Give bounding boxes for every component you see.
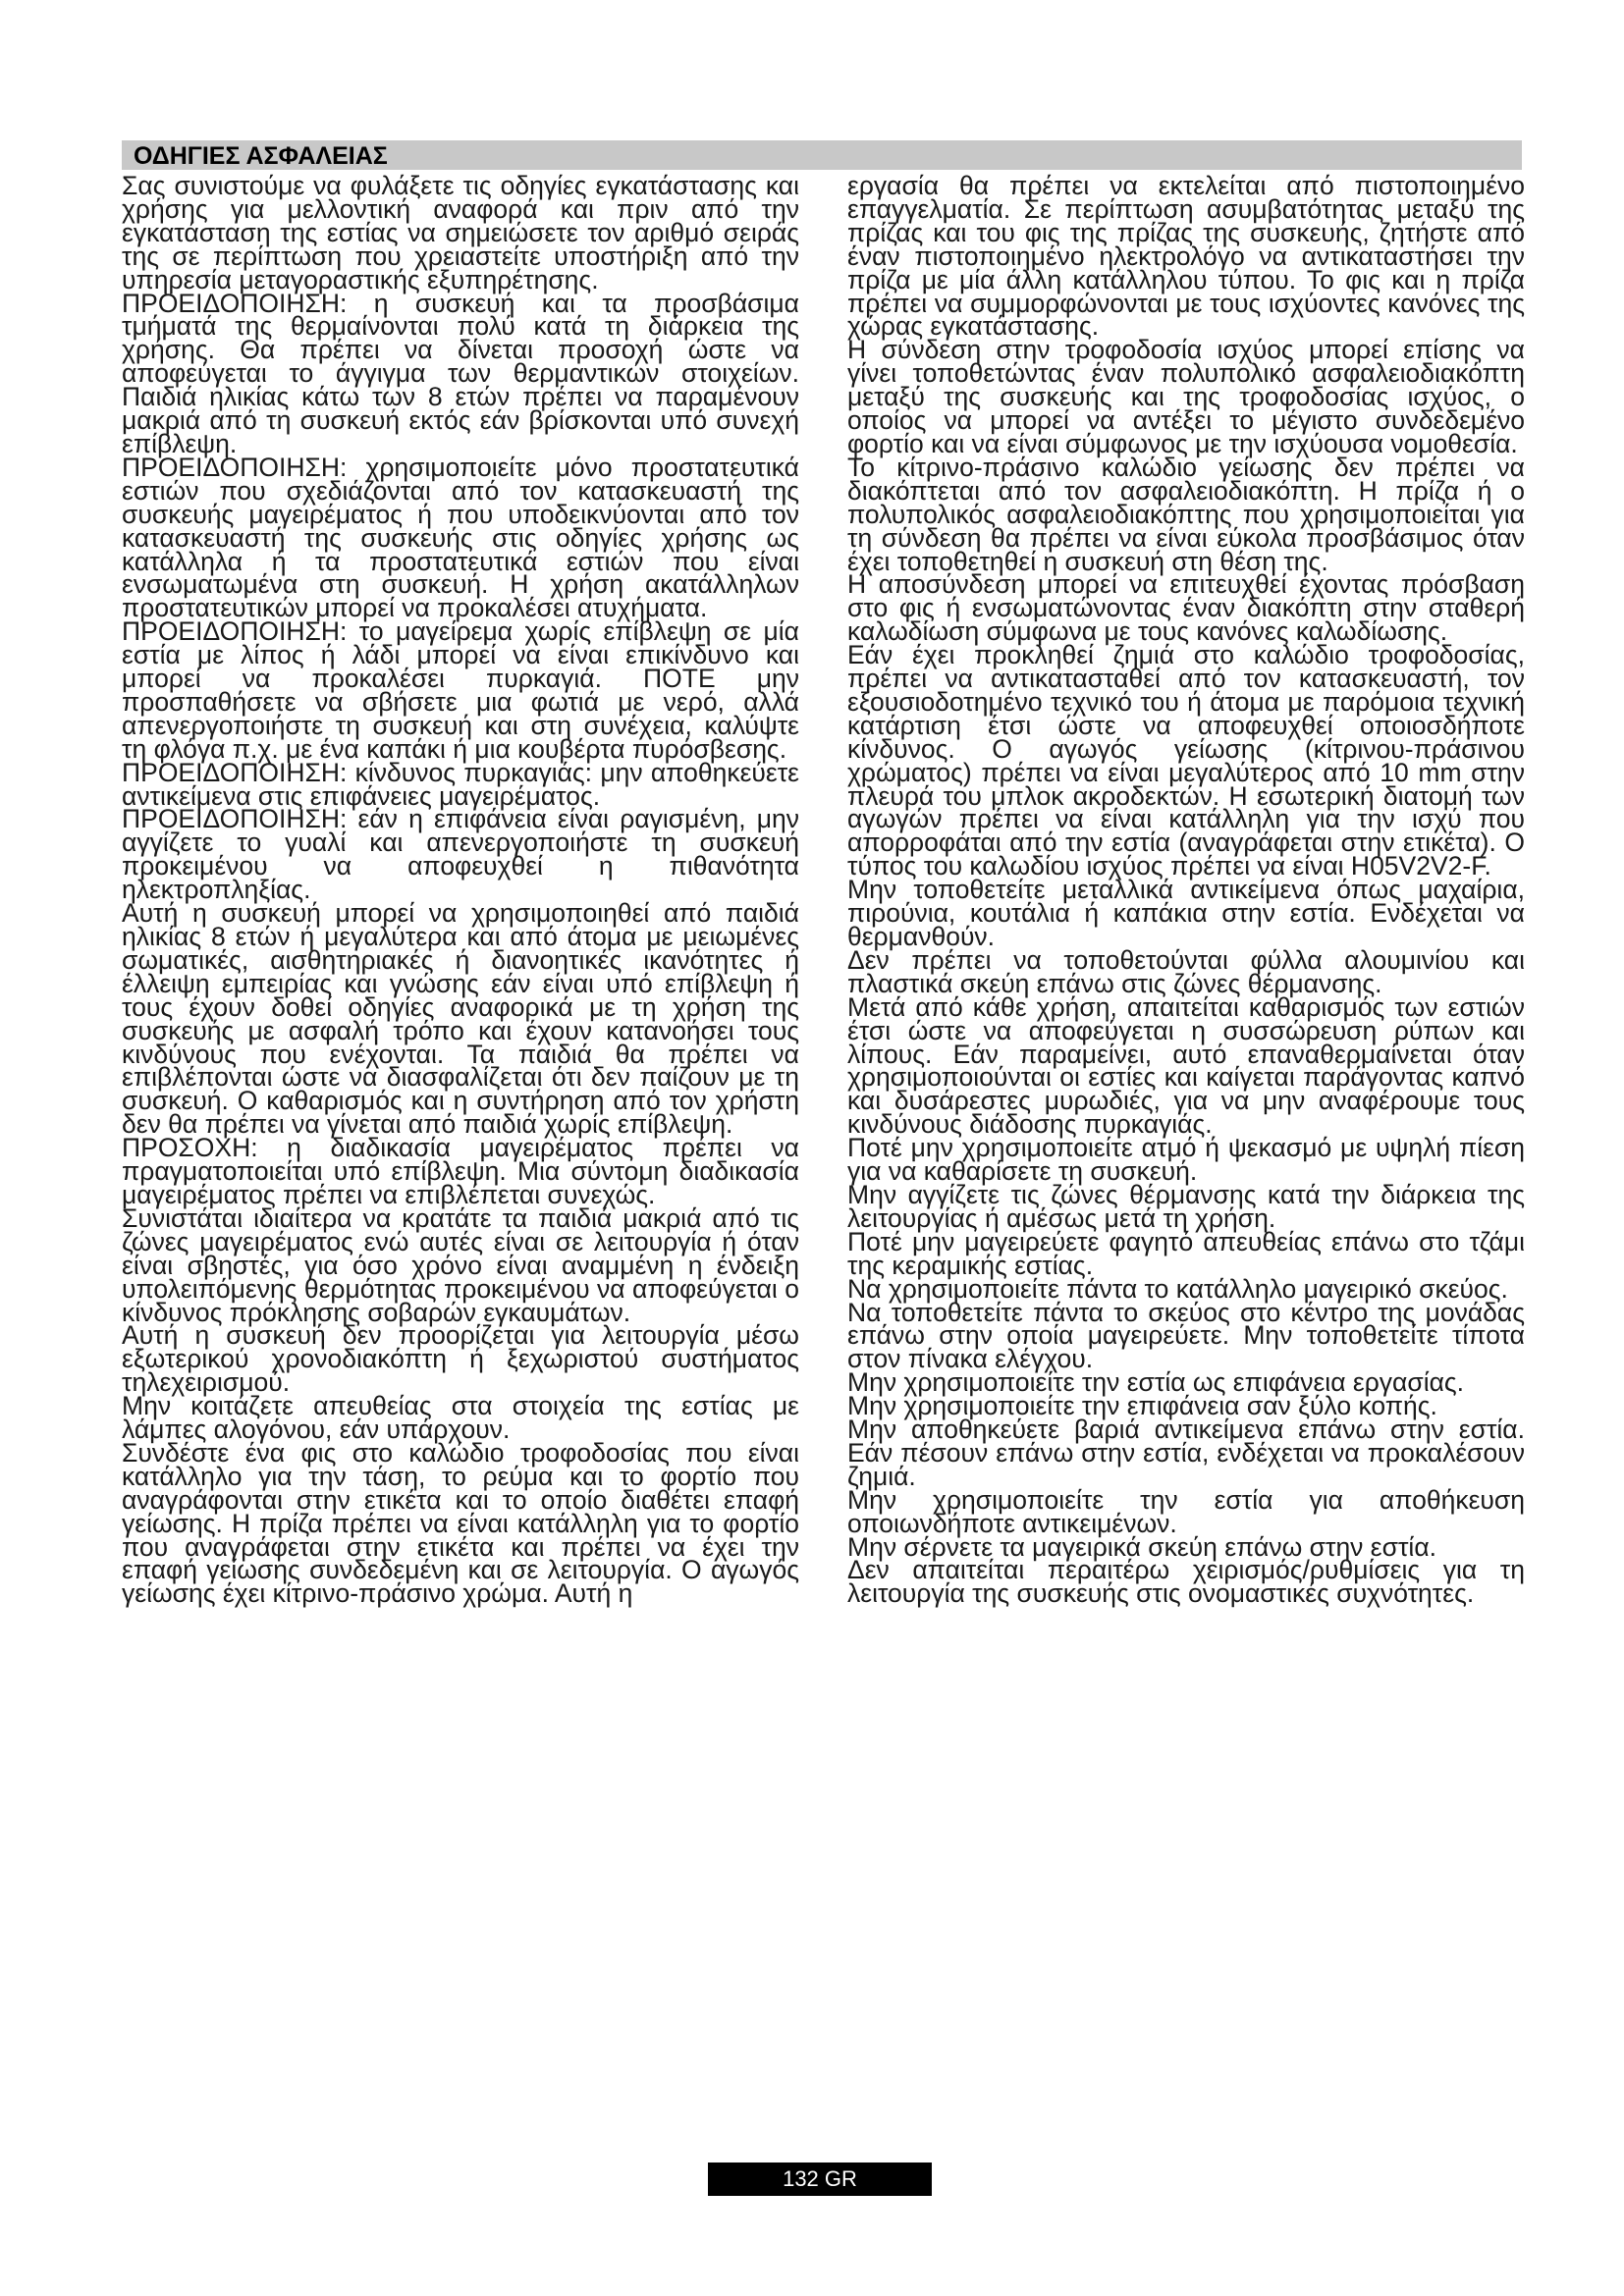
instruction-paragraph: Αυτή η συσκευή δεν προορίζεται για λειτουργία μέσω εξωτερικού χρονοδιακόπτη ή ξεχωριστού συστήματος τηλεχειρισμού. [122, 1320, 799, 1398]
instruction-paragraph: Μην χρησιμοποιείτε την επιφάνεια σαν ξύλο κοπής. [847, 1391, 1437, 1421]
section-header-bar [122, 140, 1522, 170]
instruction-paragraph: ΠΡΟΕΙΔΟΠΟΙΗΣΗ: κίνδυνος πυρκαγιάς: μην αποθηκεύετε αντικείμενα στις επιφάνειες μαγειρέματος. [122, 757, 799, 811]
instruction-paragraph: Μην χρησιμοποιείτε την εστία ως επιφάνεια εργασίας. [847, 1367, 1465, 1398]
instruction-paragraph: ΠΡΟΣΟΧΗ: η διαδικασία μαγειρέματος πρέπει να πραγματοποιείται υπό επίβλεψη. Μια σύντομη διαδικασία μαγειρέματος πρέπει να επιβλέπεται συνεχώς. [122, 1133, 799, 1209]
instruction-paragraph: Μην τοποθετείτε μεταλλικά αντικείμενα όπως μαχαίρια, πιρούνια, κουτάλια ή καπάκια στην εστία. Ενδέχεται να θερμανθούν. [847, 875, 1525, 951]
instruction-paragraph: Συνιστάται ιδιαίτερα να κρατάτε τα παιδιά μακριά από τις ζώνες μαγειρέματος ενώ αυτές είναι σε λειτουργία ή όταν είναι σβηστές, για όσο χρόνο είναι αναμμένη η ένδειξη υπολειπόμενης θερμότητας προκειμένου να αποφεύγεται ο κίνδυνος πρόκλησης σοβαρών εγκαυμάτων. [122, 1202, 799, 1327]
instruction-paragraph: Ποτέ μην χρησιμοποιείτε ατμό ή ψεκασμό με υψηλή πίεση για να καθαρίσετε τη συσκευή. [847, 1133, 1525, 1187]
instruction-paragraph: ΠΡΟΕΙΔΟΠΟΙΗΣΗ: η συσκευή και τα προσβάσιμα τμήματά της θερμαίνονται πολύ κατά τη διάρκεια της χρήσης. Θα πρέπει να δίνεται προσοχή ώστε να αποφεύγεται το άγγιγμα των θερμαντικών στοιχείων. Παιδιά ηλικίας κάτω των 8 ετών πρέπει να παραμένουν μακριά από τη συσκευή εκτός εάν βρίσκονται υπό συνεχή επίβλεψη. [122, 288, 799, 458]
instruction-paragraph: Να χρησιμοποιείτε πάντα το κατάλληλο μαγειρικό σκεύος. [847, 1273, 1508, 1304]
instruction-paragraph: Η αποσύνδεση μπορεί να επιτευχθεί έχοντας πρόσβαση στο φις ή ενσωματώνοντας έναν διακόπτη στην σταθερή καλωδίωση σύμφωνα με τους κανόνες καλωδίωσης. [847, 569, 1525, 647]
page-number: 132 GR [708, 2163, 932, 2196]
instruction-paragraph: Μετά από κάθε χρήση, απαιτείται καθαρισμός των εστιών έτσι ώστε να αποφεύγεται η συσσώρευση ρύπων και λίπους. Εάν παραμείνει, αυτό επαναθερμαίνεται όταν χρησιμοποιούνται οι εστίες και καίγεται παράγοντας καπνό και δυσάρεστες μυρωδιές, για να μην αναφέρουμε τους κινδύνους διάδοσης πυρκαγιάς. [847, 991, 1525, 1140]
instruction-paragraph: Μην αποθηκεύετε βαριά αντικείμενα επάνω στην εστία. Εάν πέσουν επάνω στην εστία, ενδέχεται να προκαλέσουν ζημιά. [847, 1415, 1525, 1491]
instruction-paragraph: ΠΡΟΕΙΔΟΠΟΙΗΣΗ: εάν η επιφάνεια είναι ραγισμένη, μην αγγίζετε το γυαλί και απενεργοποιήστε τη συσκευή προκειμένου να αποφευχθεί η πιθανότητα ηλεκτροπληξίας. [122, 804, 799, 905]
instruction-paragraph: Μην αγγίζετε τις ζώνες θέρμανσης κατά την διάρκεια της λειτουργίας ή αμέσως μετά τη χρήση. [847, 1179, 1525, 1233]
instruction-paragraph: ΠΡΟΕΙΔΟΠΟΙΗΣΗ: το μαγείρεμα χωρίς επίβλεψη σε μία εστία με λίπος ή λάδι μπορεί να είναι επικίνδυνο και μπορεί να προκαλέσει πυρκαγιά. ΠΟΤΕ μην προσπαθήσετε να σβήσετε μια φωτιά με νερό, αλλά απενεργοποιήστε τη συσκευή και στη συνέχεια, καλύψτε τη φλόγα π.χ. με ένα καπάκι ή μια κουβέρτα πυρόσβεσης. [122, 616, 799, 764]
left-text-column [122, 171, 799, 1609]
instruction-paragraph: Η σύνδεση στην τροφοδοσία ισχύος μπορεί επίσης να γίνει τοποθετώντας έναν πολυπολικό ασφαλειοδιακόπτη μεταξύ της συσκευής και της τροφοδοσίας ισχύος, ο οποίος να μπορεί να αντέξει το μέγιστο συνδεδεμένο φορτίο και να είναι σύμφωνος με την ισχύουσα νομοθεσία. [847, 335, 1525, 458]
instruction-paragraph: Ποτέ μην μαγειρεύετε φαγητό απευθείας επάνω στο τζάμι της κεραμικής εστίας. [847, 1226, 1525, 1280]
instruction-paragraph: Συνδέστε ένα φις στο καλώδιο τροφοδοσίας που είναι κατάλληλο για την τάση, το ρεύμα και το φορτίο που αναγράφονται στην ετικέτα και το οποίο διαθέτει επαφή γείωσης. Η πρίζα πρέπει να είναι κατάλληλη για το φορτίο που αναγράφεται στην ετικέτα και πρέπει να έχει την επαφή γείωσης συνδεδεμένη και σε λειτουργία. Ο αγωγός γείωσης έχει κίτρινο-πράσινο χρώμα. Αυτή η [122, 1437, 799, 1609]
instruction-paragraph: Μην χρησιμοποιείτε την εστία για αποθήκευση οποιωνδήποτε αντικειμένων. [847, 1484, 1525, 1538]
instruction-paragraph: Σας συνιστούμε να φυλάξετε τις οδηγίες εγκατάστασης και χρήσης για μελλοντική αναφορά και πριν από την εγκατάσταση της εστίας να σημειώσετε τον αριθμό σειράς της σε περίπτωση που χρειαστείτε υποστήριξη από την υπηρεσία μεταγοραστικής εξυπηρέτησης. [122, 171, 799, 294]
instruction-paragraph: Δεν απαιτείται περαιτέρω χειρισμός/ρυθμίσεις για τη λειτουργία της συσκευής στις ονομαστικές συχνότητες. [847, 1555, 1525, 1609]
right-text-column [847, 171, 1525, 1609]
section-title: ΟΔΗΓΙΕΣ ΑΣΦΑΛΕΙΑΣ [134, 142, 388, 170]
instruction-paragraph: Αυτή η συσκευή μπορεί να χρησιμοποιηθεί από παιδιά ηλικίας 8 ετών ή μεγαλύτερα και από άτομα με μειωμένες σωματικές, αισθητηριακές ή διανοητικές ικανότητες ή έλλειψη εμπειρίας και γνώσης εάν είναι υπό επίβλεψη ή τους έχουν δοθεί οδηγίες αναφορικά με τη χρήση της συσκευής με ασφαλή τρόπο και έχουν κατανοήσει τους κινδύνους που ενέχονται. Τα παιδιά θα πρέπει να επιβλέπονται ώστε να διασφαλίζεται ότι δεν παίζουν με τη συσκευή. Ο καθαρισμός και η συντήρηση από τον χρήστη δεν θα πρέπει να γίνεται από παιδιά χωρίς επίβλεψη. [122, 898, 799, 1140]
instruction-paragraph: Εάν έχει προκληθεί ζημιά στο καλώδιο τροφοδοσίας, πρέπει να αντικατασταθεί από τον κατασκευαστή, τον εξουσιοδοτημένο τεχνικό του ή άτομα με παρόμοια τεχνική κατάρτιση έτσι ώστε να αποφευχθεί οποιοσδήποτε κίνδυνος. Ο αγωγός γείωσης (κίτρινου-πράσινου χρώματος) πρέπει να είναι μεγαλύτερος από 10 mm στην πλευρά του μπλοκ ακροδεκτών. Η εσωτερική διατομή των αγωγών πρέπει να είναι κατάλληλη για την ισχύ που απορροφάται από την εστία (αναγράφεται στην ετικέτα). Ο τύπος του καλωδίου ισχύος πρέπει να είναι H05V2V2-F. [847, 640, 1525, 881]
instruction-paragraph: Μην κοιτάζετε απευθείας στα στοιχεία της εστίας με λάμπες αλογόνου, εάν υπάρχουν. [122, 1391, 799, 1445]
instruction-paragraph: εργασία θα πρέπει να εκτελείται από πιστοποιημένο επαγγελματία. Σε περίπτωση ασυμβατότητας μεταξύ της πρίζας και του φις της πρίζας της συσκευής, ζητήστε από έναν πιστοποιημένο ηλεκτρολόγο να αντικαταστήσει την πρίζα με μία άλλη κατάλληλου τύπου. Το φις και η πρίζα πρέπει να συμμορφώνονται με τους ισχύοντες κανόνες της χώρας εγκατάστασης. [847, 171, 1525, 342]
instruction-paragraph: Να τοποθετείτε πάντα το σκεύος στο κέντρο της μονάδας επάνω στην οποία μαγειρεύετε. Μην τοποθετείτε τίποτα στον πίνακα ελέγχου. [847, 1297, 1525, 1374]
instruction-paragraph: ΠΡΟΕΙΔΟΠΟΙΗΣΗ: χρησιμοποιείτε μόνο προστατευτικά εστιών που σχεδιάζονται από τον κατασκευαστή της συσκευής μαγειρέματος ή που υποδεικνύονται από τον κατασκευαστή της συσκευής στις οδηγίες χρήσης ως κατάλληλα ή τα προστατευτικά εστιών που είναι ενσωματωμένα στη συσκευή. Η χρήση ακατάλληλων προστατευτικών μπορεί να προκαλέσει ατυχήματα. [122, 452, 799, 623]
instruction-paragraph: Το κίτρινο-πράσινο καλώδιο γείωσης δεν πρέπει να διακόπτεται από τον ασφαλειοδιακόπτη. Η πρίζα ή ο πολυπολικός ασφαλειοδιακόπτης που χρησιμοποιείται για τη σύνδεση θα πρέπει να είναι εύκολα προσβάσιμος όταν έχει τοποθετηθεί η συσκευή στη θέση της. [847, 452, 1525, 576]
instruction-paragraph: Δεν πρέπει να τοποθετούνται φύλλα αλουμινίου και πλαστικά σκεύη επάνω στις ζώνες θέρμανσης. [847, 944, 1525, 998]
instruction-paragraph: Μην σέρνετε τα μαγειρικά σκεύη επάνω στην εστία. [847, 1531, 1437, 1562]
